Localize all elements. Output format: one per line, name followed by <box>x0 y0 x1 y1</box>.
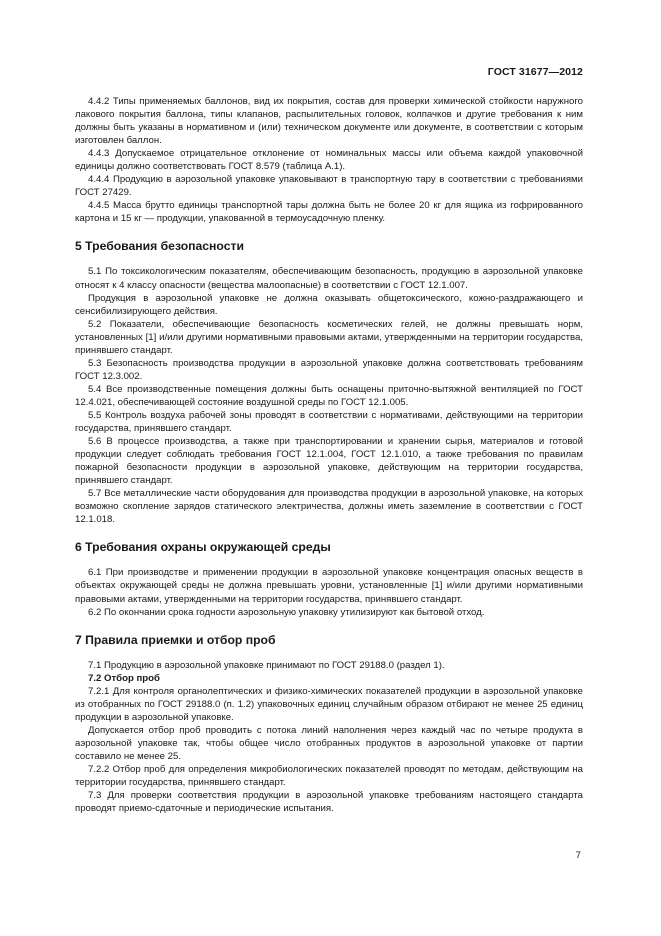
paragraph-5-7: 5.7 Все металлические части оборудования для производства продукции в аэрозольной упаковке, на которых возможно скопление зарядов статического электричества, должны иметь заземление в соответствии с ГОСТ 12.1.018. <box>75 488 583 526</box>
paragraph-5-1-continued: Продукция в аэрозольной упаковке не должна оказывать общетоксического, кожно-раздражающего и сенсибилизирующего действия. <box>75 292 583 317</box>
paragraph-7-2-1: 7.2.1 Для контроля органолептических и физико-химических показателей продукции в аэрозольной упаковке из отобранных по ГОСТ 29188.0 (п. 1.2) упаковочных единиц случайным образом отбирают не менее 25 единиц продукции в аэрозольной упаковке. <box>75 685 583 723</box>
paragraph-5-6: 5.6 В процессе производства, а также при транспортировании и хранении сырья, материалов и готовой продукции следует соблюдать требования ГОСТ 12.1.004, ГОСТ 12.1.010, а также требования по правилам пожарной безопасности продукции в аэрозольной упаковке, действующим на территории государства, принявшего стандарт. <box>75 436 583 487</box>
paragraph-7-3: 7.3 Для проверки соответствия продукции в аэрозольной упаковке требованиям настоящего стандарта проводят приемо-сдаточные и периодические испытания. <box>75 790 583 815</box>
paragraph-7-2-2: 7.2.2 Отбор проб для определения микробиологических показателей проводят по методам, действующим на территории государства, принявшего стандарт. <box>75 763 583 789</box>
paragraph-7-2-1-continued: Допускается отбор проб проводить с потока линий наполнения через каждый час по четыре продукта в аэрозольной упаковке так, чтобы общее число отобранных продуктов в аэрозольной упаковке от партии составило не менее 25. <box>75 724 583 762</box>
paragraph-4-4-2: 4.4.2 Типы применяемых баллонов, вид их покрытия, состав для проверки химической стойкости наружного лакового покрытия баллона, типы клапанов, распылительных головок, колпачков и другие требования к ним должны быть указаны в нормативном и (или) техническом документе или документе, в соответствии с которым изготовлен баллон. <box>75 96 583 147</box>
paragraph-5-4: 5.4 Все производственные помещения должны быть оснащены приточно-вытяжной вентиляцией по ГОСТ 12.4.021, обеспечивающей состояние воздушной среды по ГОСТ 12.1.005. <box>75 383 583 408</box>
paragraph-5-5: 5.5 Контроль воздуха рабочей зоны проводят в соответствии с нормативами, действующими на территории государства, принявшего стандарт. <box>75 409 583 435</box>
paragraph-4-4-3: 4.4.3 Допускаемое отрицательное отклонение от номинальных массы или объема каждой упаковочной единицы должно соответствовать ГОСТ 8.579 (таблица А.1). <box>75 148 583 173</box>
document-body <box>75 95 583 815</box>
paragraph-5-1: 5.1 По токсикологическим показателям, обеспечивающим безопасность, продукцию в аэрозольной упаковке относят к 4 классу опасности (вещества малоопасные) в соответствии с ГОСТ 12.1.007. <box>75 266 583 291</box>
paragraph-5-3: 5.3 Безопасность производства продукции в аэрозольной упаковке должна соответствовать требованиям ГОСТ 12.3.002. <box>75 357 583 382</box>
section-7-heading: 7 Правила приемки и отбор проб <box>75 632 276 647</box>
paragraph-7-1: 7.1 Продукцию в аэрозольной упаковке принимают по ГОСТ 29188.0 (раздел 1). <box>88 659 445 671</box>
paragraph-4-4-5: 4.4.5 Масса брутто единицы транспортной тары должна быть не более 20 кг для ящика из гофрированного картона и 15 кг — продукции, упакованной в термоусадочную пленку. <box>75 200 583 225</box>
paragraph-4-4-4: 4.4.4 Продукцию в аэрозольной упаковке упаковывают в транспортную тару в соответствии с требованиями ГОСТ 27429. <box>75 174 583 199</box>
page-number: 7 <box>575 850 581 861</box>
section-5-heading: 5 Требования безопасности <box>75 239 244 254</box>
document-code-header: ГОСТ 31677—2012 <box>487 66 583 78</box>
paragraph-5-2: 5.2 Показатели, обеспечивающие безопасность косметических гелей, не должны превышать норм, установленных [1] и/или другими нормативными правовыми актами, утвержденными на территории государства, принявшего стандарт. <box>75 318 583 356</box>
section-6-heading: 6 Требования охраны окружающей среды <box>75 540 331 555</box>
paragraph-6-2: 6.2 По окончании срока годности аэрозольную упаковку утилизируют как бытовой отход. <box>88 606 485 618</box>
subsection-7-2-heading: 7.2 Отбор проб <box>88 672 160 684</box>
paragraph-6-1: 6.1 При производстве и применении продукции в аэрозольной упаковке концентрация опасных веществ в объектах окружающей среды не должна превышать уровни, установленные [1] и/или другими нормативными правовыми актами, утвержденными на территории государства, принявшего стандарт. <box>75 567 583 605</box>
